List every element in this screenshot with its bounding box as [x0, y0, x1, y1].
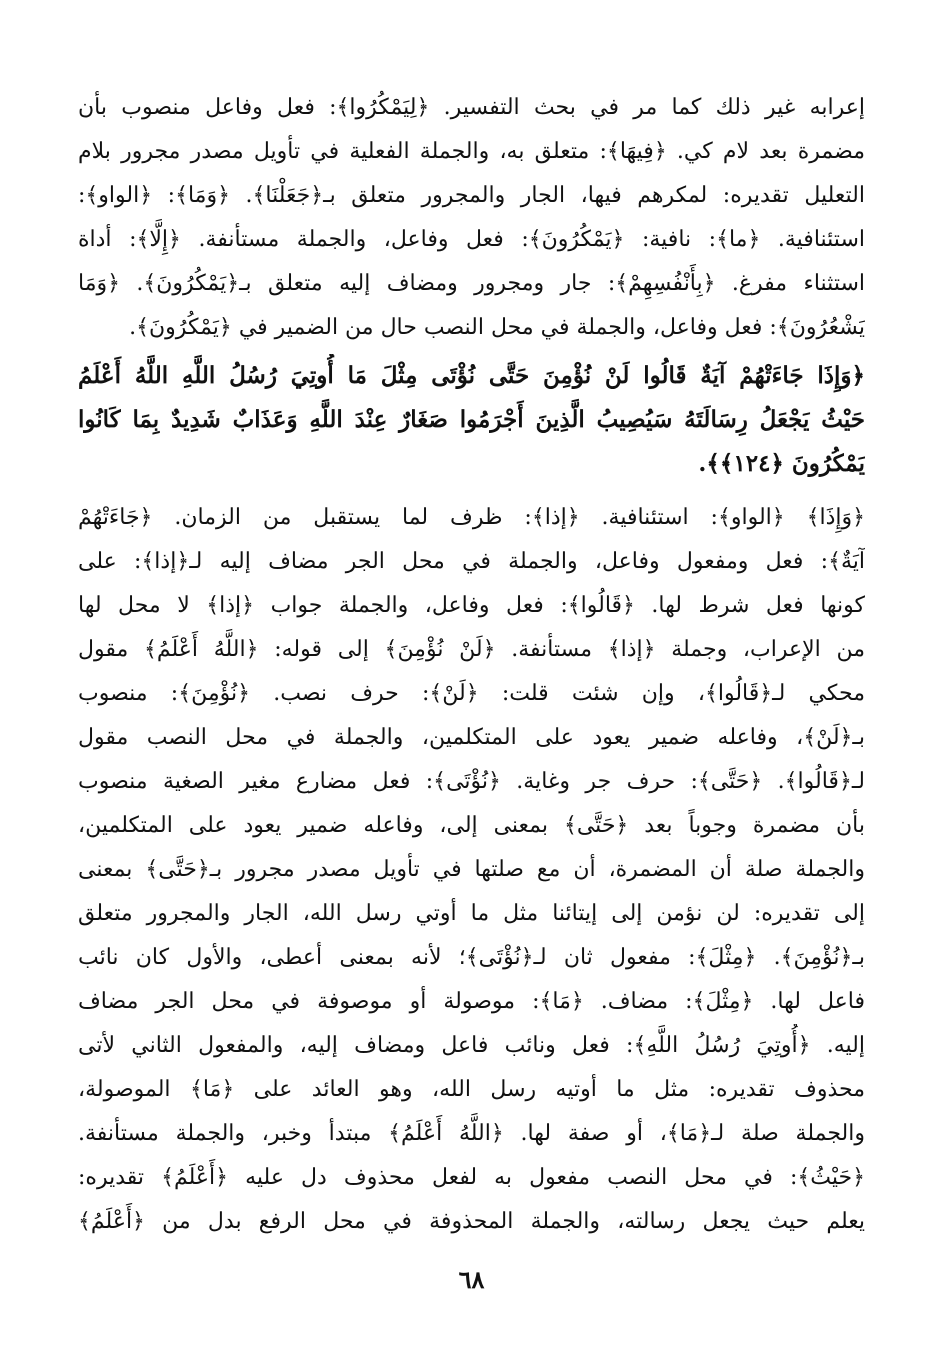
- text-line: والجملة صلة لـ﴿مَا﴾، أو صفة لها. ﴿اللَّهُ أَعْلَمُ﴾ مبتدأ وخبر، والجملة مستأنفة.: [78, 1121, 865, 1146]
- text-line: ﴿وَإِذَا﴾ ﴿الواو﴾: استئنافية. ﴿إذا﴾: ظرف لما يستقبل من الزمان. ﴿جَاءَتْهُمْ: [78, 505, 865, 530]
- text-line: إلى تقديره: لن نؤمن إلى إيتائنا مثل ما أوتي رسل الله، الجار والمجرور متعلق: [78, 901, 865, 926]
- verse-line: يَمْكُرُونَ ﴿١٢٤﴾﴾.: [698, 450, 865, 477]
- text-line: بـ﴿نُؤْمِنَ﴾. ﴿مِثْلَ﴾: مفعول ثان لـ﴿نُؤْتَى﴾؛ لأنه بمعنى أعطى، والأول كان نائب: [78, 945, 865, 970]
- text-line: بـ﴿لَنْ﴾، وفاعله ضمير يعود على المتكلمين، والجملة في محل النصب مقول: [78, 725, 865, 750]
- text-line: إعرابه غير ذلك كما مر في بحث التفسير. ﴿لِيَمْكُرُوا﴾: فعل وفاعل منصوب بأن: [78, 95, 865, 120]
- verse-line: حَيْثُ يَجْعَلُ رِسَالَتَهُ سَيُصِيبُ الَّذِينَ أَجْرَمُوا صَغَارٌ عِنْدَ اللَّهِ وَعَذَابٌ شَدِيدٌ بِمَا كَانُوا: [78, 406, 865, 433]
- text-line: يعلم حيث يجعل رسالته، والجملة المحذوفة في محل الرفع بدل من ﴿أَعْلَمُ﴾: [78, 1209, 865, 1234]
- page-number: ٦٨: [458, 1265, 485, 1294]
- text-line: إليه. ﴿أُوتِيَ رُسُلُ اللَّهِ﴾: فعل ونائب فاعل ومضاف إليه، والمفعول الثاني لأتى: [78, 1033, 865, 1058]
- text-line: يَشْعُرُونَ﴾: فعل وفاعل، والجملة في محل النصب حال من الضمير في ﴿يَمْكُرُونَ﴾.: [129, 315, 865, 340]
- text-line: استئنافية. ﴿ما﴾: نافية: ﴿يَمْكُرُونَ﴾: فعل وفاعل، والجملة مستأنفة. ﴿إِلَّا﴾: أداة: [78, 227, 865, 252]
- text-line: محذوف تقديره: مثل ما أوتيه رسل الله، وهو العائد على ﴿مَا﴾ الموصولة،: [78, 1077, 865, 1102]
- text-line: كونها فعل شرط لها. ﴿قَالُوا﴾: فعل وفاعل، والجملة جواب ﴿إذا﴾ لا محل لها: [78, 593, 865, 618]
- text-line: ﴿حَيْثُ﴾: في محل النصب مفعول به لفعل محذوف دل عليه ﴿أَعْلَمُ﴾ تقديره:: [78, 1165, 865, 1190]
- text-line: استثناء مفرغ. ﴿بِأَنْفُسِهِمْ﴾: جار ومجرور ومضاف إليه متعلق بـ﴿يَمْكُرُونَ﴾. ﴿وَمَا: [78, 271, 865, 296]
- text-line: محكي لـ﴿قَالُوا﴾، وإن شئت قلت: ﴿لَنْ﴾: حرف نصب. ﴿نُؤْمِنَ﴾: منصوب: [78, 681, 865, 706]
- paragraph-1: [78, 86, 865, 350]
- text-line: التعليل تقديره: لمكرهم فيها، الجار والمجرور متعلق بـ﴿جَعَلْنَا﴾. ﴿وَمَا﴾: ﴿الواو﴾:: [78, 183, 865, 208]
- quran-verse: [78, 354, 865, 486]
- text-line: لـ﴿قَالُوا﴾. ﴿حَتَّى﴾: حرف جر وغاية. ﴿نُؤْتَى﴾: فعل مضارع مغير الصغية منصوب: [78, 769, 865, 794]
- paragraph-2: [78, 496, 865, 1244]
- text-line: مضمرة بعد لام كي. ﴿فِيهَا﴾: متعلق به، والجملة الفعلية في تأويل مصدر مجرور بلام: [78, 139, 865, 164]
- verse-line: ﴿وَإِذَا جَاءَتْهُمْ آيَةٌ قَالُوا لَنْ نُؤْمِنَ حَتَّى نُؤْتَى مِثْلَ مَا أُوتِيَ رُسُلُ اللَّهِ اللَّهُ أَعْلَمُ: [78, 362, 865, 389]
- text-line: آيَةٌ﴾: فعل ومفعول وفاعل، والجملة في محل الجر مضاف إليه لـ﴿إذا﴾: على: [78, 549, 865, 574]
- text-line: والجملة صلة أن المضمرة، أن مع صلتها في تأويل مصدر مجرور بـ﴿حَتَّى﴾ بمعنى: [78, 857, 865, 882]
- text-line: بأن مضمرة وجوباً بعد ﴿حَتَّى﴾ بمعنى إلى، وفاعله ضمير يعود على المتكلمين،: [78, 813, 865, 838]
- text-line: من الإعراب، وجملة ﴿إذا﴾ مستأنفة. ﴿لَنْ نُؤْمِنَ﴾ إلى قوله: ﴿اللَّهُ أَعْلَمُ﴾ مقول: [78, 637, 865, 662]
- text-line: فاعل لها. ﴿مِثْلَ﴾: مضاف. ﴿مَا﴾: موصولة أو موصوفة في محل الجر مضاف: [78, 989, 865, 1014]
